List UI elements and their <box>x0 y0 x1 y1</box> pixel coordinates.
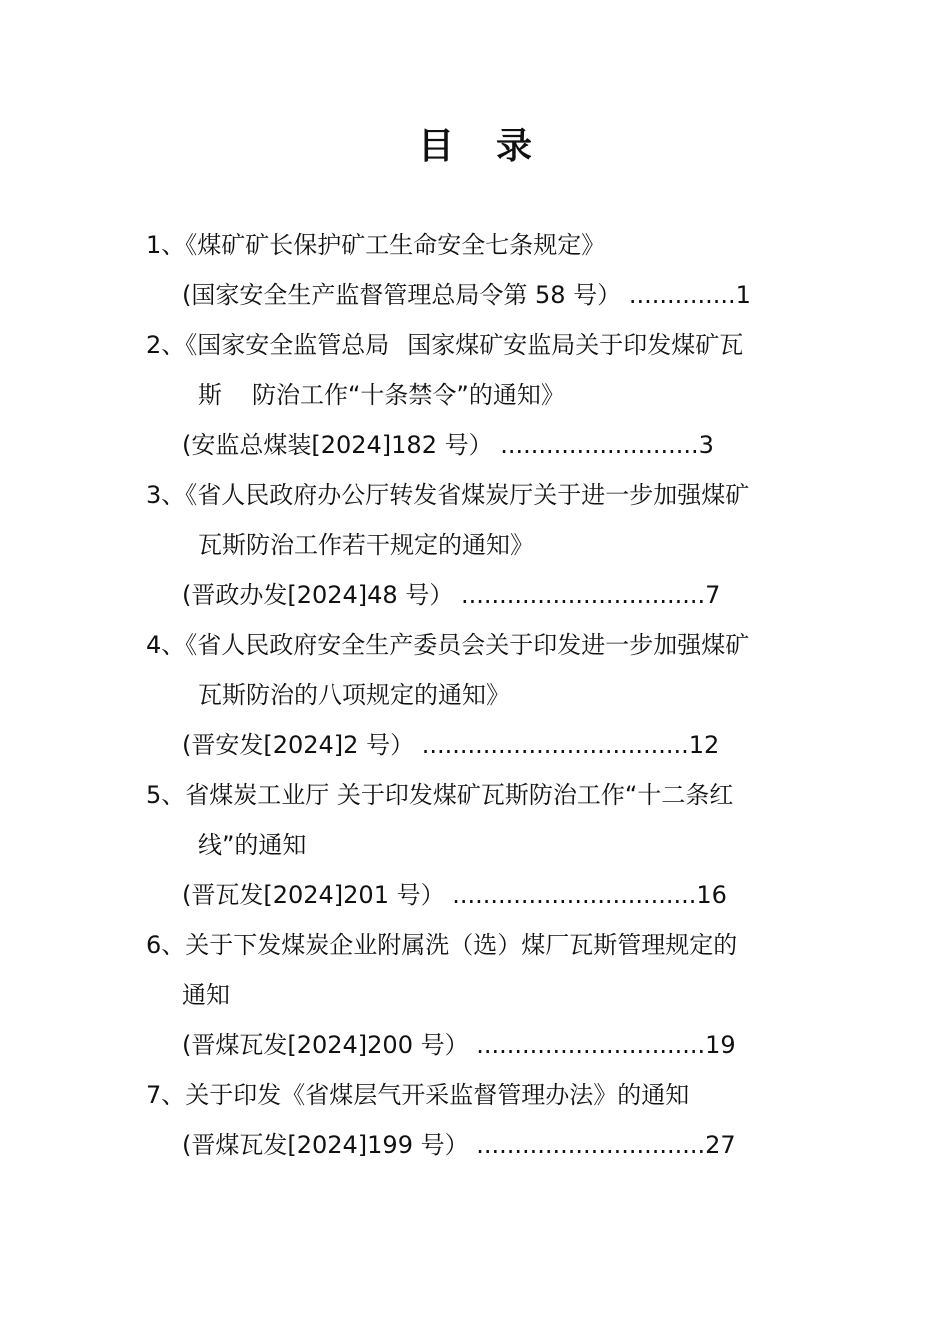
toc-entry-2-doc-number: (安监总煤装[2024]182 号） <box>182 431 493 459</box>
toc-entry-6-page: 19 <box>705 1031 736 1059</box>
toc-entry-3-title-line-2[interactable]: 瓦斯防治工作若干规定的通知》 <box>198 531 534 559</box>
toc-entry-4-doc-number: (晋安发[2024]2 号） <box>182 731 415 759</box>
toc-entry-1-title[interactable]: 1、《煤矿矿长保护矿工生命安全七条规定》 <box>146 231 606 259</box>
toc-entry-1-leader: .............. <box>628 281 736 309</box>
toc-entry-2-title-part-c: 斯 <box>198 381 222 409</box>
toc-entry-5-page: 16 <box>696 881 727 909</box>
toc-entry-6-doc-number: (晋煤瓦发[2024]200 号） <box>182 1031 469 1059</box>
toc-entry-3-leader: ................................ <box>460 581 706 609</box>
toc-entry-3-doc-number: (晋政办发[2024]48 号） <box>182 581 454 609</box>
title-char-2: 录 <box>496 126 533 167</box>
title-char-1: 目 <box>417 126 454 167</box>
toc-entry-5-title-line-2[interactable]: 线”的通知 <box>198 831 307 859</box>
toc-entry-4-page: 12 <box>688 731 720 759</box>
table-of-contents <box>146 220 816 1170</box>
toc-entry-5-leader: ................................ <box>452 881 697 909</box>
toc-entry-2-leader: .......................... <box>500 431 699 459</box>
toc-entry-1-doc-number: (国家安全生产监督管理总局令第 58 号） <box>182 281 622 309</box>
toc-entry-2-page: 3 <box>698 431 714 459</box>
toc-entry-4-ref[interactable] <box>146 720 816 770</box>
toc-entry-3-title-line-1[interactable]: 3、《省人民政府办公厅转发省煤炭厅关于进一步加强煤矿 <box>146 481 750 509</box>
toc-entry-5-doc-number: (晋瓦发[2024]201 号） <box>182 881 445 909</box>
toc-entry-7-leader: .............................. <box>476 1131 706 1159</box>
toc-entry-1-page: 1 <box>735 281 751 309</box>
toc-entry-2-ref[interactable] <box>146 420 816 470</box>
toc-entry-2-title-part-a: 2、《国家安全监管总局 <box>146 331 390 359</box>
toc-entry-6-leader: .............................. <box>476 1031 706 1059</box>
toc-entry-6-title-line-1[interactable]: 6、关于下发煤炭企业附属洗（选）煤厂瓦斯管理规定的 <box>146 931 738 959</box>
toc-entry-5-title-line-1[interactable]: 5、省煤炭工业厅 关于印发煤矿瓦斯防治工作“十二条红 <box>146 781 734 809</box>
toc-entry-3-page: 7 <box>705 581 721 609</box>
toc-entry-4-leader: ................................... <box>421 731 689 759</box>
toc-entry-7-title[interactable]: 7、关于印发《省煤层气开采监督管理办法》的通知 <box>146 1081 690 1109</box>
toc-entry-7-page: 27 <box>705 1131 736 1159</box>
toc-entry-5-ref[interactable] <box>146 870 816 920</box>
toc-entry-2-title-line-2[interactable] <box>146 370 816 420</box>
page-title <box>0 118 950 169</box>
toc-entry-7-ref[interactable] <box>146 1120 816 1170</box>
toc-entry-1-ref[interactable] <box>146 270 816 320</box>
toc-entry-2-title-line-1[interactable] <box>146 320 816 370</box>
toc-entry-4-title-line-1[interactable]: 4、《省人民政府安全生产委员会关于印发进一步加强煤矿 <box>146 631 750 659</box>
toc-entry-6-title-line-2[interactable]: 通知 <box>182 981 230 1009</box>
toc-entry-3-ref[interactable] <box>146 570 816 620</box>
toc-entry-2-title-part-b: 国家煤矿安监局关于印发煤矿瓦 <box>407 331 744 359</box>
toc-entry-4-title-line-2[interactable]: 瓦斯防治的八项规定的通知》 <box>198 681 510 709</box>
toc-entry-2-title-part-d: 防治工作“十条禁令”的通知》 <box>252 381 565 409</box>
toc-entry-7-doc-number: (晋煤瓦发[2024]199 号） <box>182 1131 469 1159</box>
toc-entry-6-ref[interactable] <box>146 1020 816 1070</box>
